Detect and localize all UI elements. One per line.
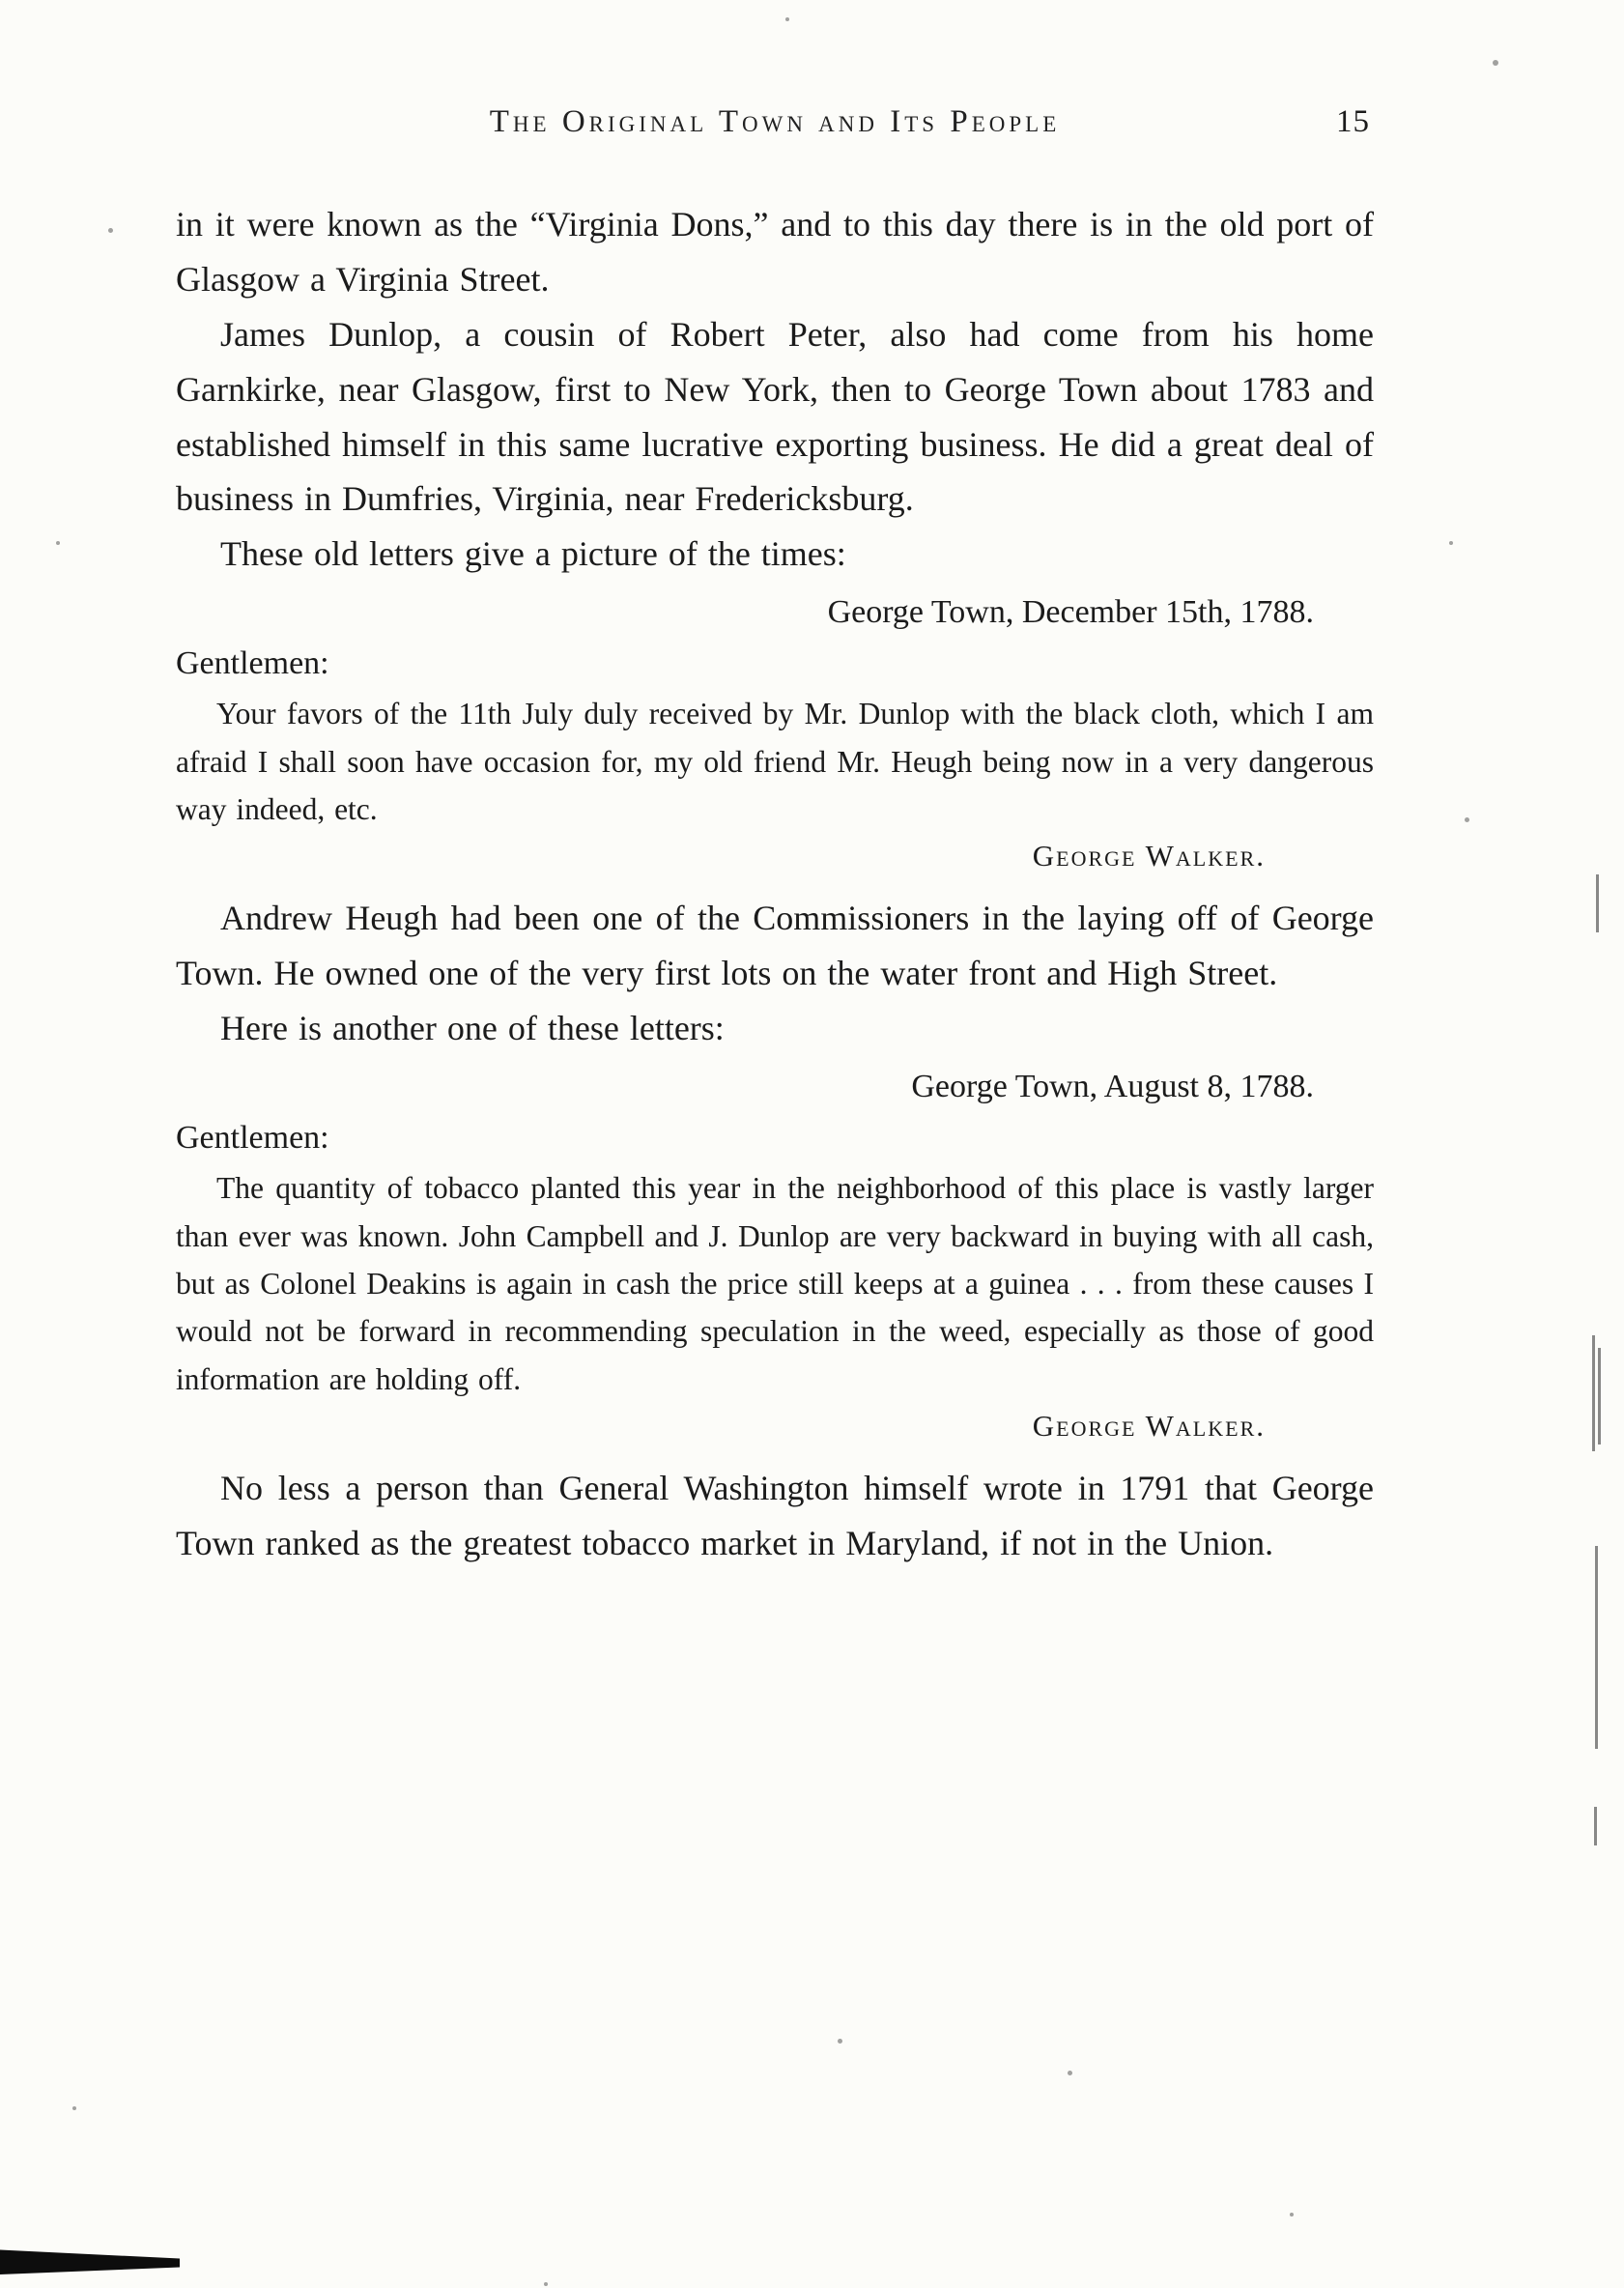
letter-signature: George Walker. <box>1032 1409 1266 1444</box>
scan-artifact-dot <box>838 2039 842 2044</box>
letter-body: Your favors of the 11th July duly received by Mr. Dunlop with the black cloth, which I am afraid I shall soon have occasion for, my old friend Mr. Heugh being now in a very dangerous way indeed, etc. <box>176 697 1374 827</box>
scan-artifact-edge-mark <box>1594 1807 1597 1845</box>
letter-august-1788 <box>176 1062 1374 1444</box>
running-head <box>176 104 1374 147</box>
scan-artifact-dot <box>1290 2213 1294 2216</box>
paragraph-andrew-heugh: Andrew Heugh had been one of the Commissioners in the laying off of George Town. He owned one of the very first lots on the water front and High Street. <box>176 899 1374 993</box>
running-title: The Original Town and Its People <box>489 104 1061 139</box>
letter-signature: George Walker. <box>1032 839 1266 873</box>
letter-body: The quantity of tobacco planted this year in the neighborhood of this place is vastly larger than ever was known. John Campbell and J. Dunlop are very backward in buying with all cash, but as Colonel Deakins is again in cash the price still keeps at a guinea . . . from these causes I would not be forward in recommending speculation in the weed, especially as those of good information are holding off. <box>176 1171 1374 1396</box>
scan-artifact-edge-mark <box>1598 1348 1601 1444</box>
paragraph-letters-intro: These old letters give a picture of the times: <box>220 534 846 574</box>
paragraph-james-dunlop: James Dunlop, a cousin of Robert Peter, also had come from his home Garnkirke, near Glasgow, first to New York, then to George Town about 1783 and established himself in this same lucrative exporting business. He did a great deal of business in Dumfries, Virginia, near Fredericksburg. <box>176 314 1374 519</box>
scan-artifact-edge-mark <box>1595 1546 1598 1749</box>
page-content <box>176 104 1374 1571</box>
paragraph-washington: No less a person than General Washington himself wrote in 1791 that George Town ranked as the greatest tobacco market in Maryland, if not in the Union. <box>176 1469 1374 1563</box>
letter-dateline: George Town, August 8, 1788. <box>911 1069 1314 1105</box>
scan-artifact-dot <box>785 17 789 21</box>
scan-artifact-dot <box>72 2106 76 2110</box>
scan-artifact-dot <box>1465 817 1469 822</box>
scan-artifact-dot <box>56 541 60 545</box>
scan-artifact-dot <box>544 2282 548 2286</box>
page-number: 15 <box>1336 104 1370 139</box>
paragraph-virginia-dons: in it were known as the “Virginia Dons,” and to this day there is in the old port of Glasgow a Virginia Street. <box>176 205 1374 299</box>
scan-artifact-edge-mark <box>1592 1335 1595 1451</box>
scan-artifact-dot <box>1068 2071 1072 2075</box>
letter-salutation: Gentlemen: <box>176 645 329 682</box>
scan-artifact-dot <box>1449 541 1453 545</box>
letter-dateline: George Town, December 15th, 1788. <box>827 594 1314 631</box>
scan-artifact-dot <box>108 228 113 233</box>
scan-artifact-edge-mark <box>1596 874 1599 932</box>
scan-artifact-dot <box>1493 60 1498 66</box>
letter-salutation: Gentlemen: <box>176 1120 329 1157</box>
letter-december-1788 <box>176 587 1374 873</box>
scan-artifact-bar <box>0 2245 180 2274</box>
paragraph-another-letter: Here is another one of these letters: <box>220 1009 725 1048</box>
